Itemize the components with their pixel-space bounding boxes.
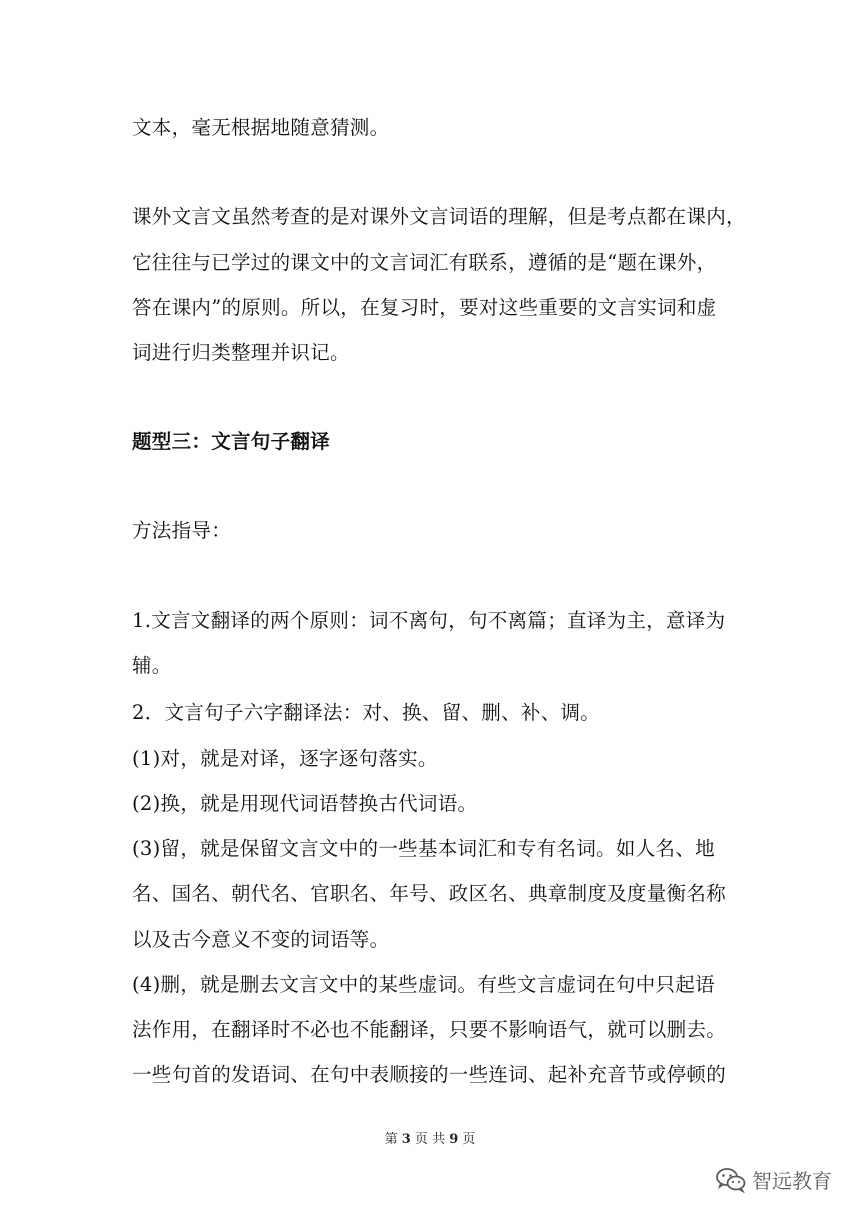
watermark-text: 智远教育 [752,1169,832,1193]
list-item-line: 名、国名、朝代名、官职名、年号、政区名、典章制度及度量衡名称 [132,882,727,905]
watermark [716,1165,832,1194]
method-label: 方法指导： [132,519,232,542]
list-item-line: 以及古今意义不变的词语等。 [132,928,390,951]
list-item-line: (3)留，就是保留文言文中的一些基本词汇和专有名词。如人名、地 [132,837,715,860]
paragraph-line: 它往往与已学过的课文中的文言词汇有联系，遵循的是“题在课外， [132,251,717,274]
page-footer [0,1128,860,1147]
wechat-icon [716,1167,746,1193]
list-item-line: (1)对，就是对译，逐字逐句落实。 [132,747,438,770]
footer-prefix: 第 [384,1132,398,1147]
total-page-number: 9 [449,1132,459,1147]
paragraph-line: 答在课内”的原则。所以，在复习时，要对这些重要的文言实词和虚 [132,296,717,319]
section-heading: 题型三：文言句子翻译 [132,430,331,453]
footer-suffix: 页 [462,1132,476,1147]
list-item-line: (4)删，就是删去文言文中的某些虚词。有些文言虚词在句中只起语 [132,973,715,996]
list-item-line: 1.文言文翻译的两个原则：词不离句，句不离篇；直译为主，意译为 [132,609,726,632]
paragraph-line: 词进行归类整理并识记。 [132,341,350,364]
list-item-line: 法作用，在翻译时不必也不能翻译，只要不影响语气，就可以删去。 [132,1018,727,1041]
list-item-line: (2)换，就是用现代词语替换古代词语。 [132,792,478,815]
paragraph-line: 课外文言文虽然考查的是对课外文言词语的理解，但是考点都在课内， [132,205,746,228]
list-item-line: 2．文言句子六字翻译法：对、换、留、删、补、调。 [132,701,601,724]
list-item-line: 辅。 [132,654,172,677]
list-item-line: 一些句首的发语词、在句中表顺接的一些连词、起补充音节或停顿的 [132,1063,727,1086]
paragraph-line: 文本，毫无根据地随意猜测。 [132,116,390,139]
current-page-number: 3 [401,1132,411,1147]
footer-total-word: 共 [432,1132,446,1147]
footer-page-word: 页 [414,1132,428,1147]
